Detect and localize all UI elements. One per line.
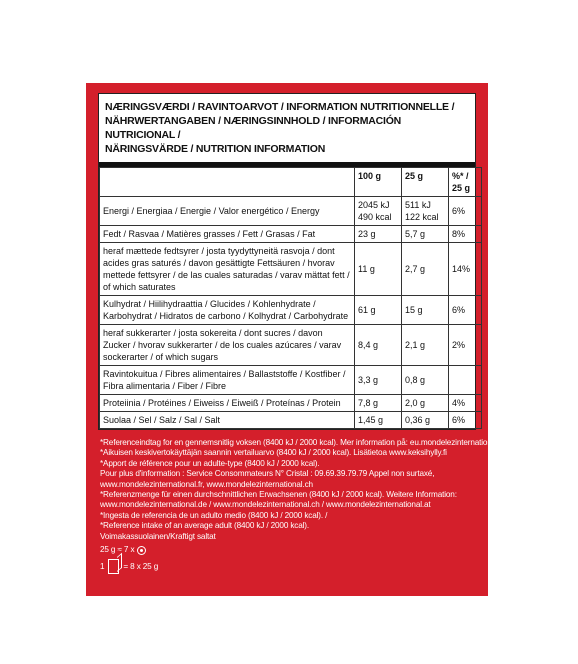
pack-info: [100, 559, 476, 574]
footnote-line: *Referenzmenge für einen durchschnittlichen Erwachsenen (8400 kJ / 2000 kcal). Weitere Information:: [100, 490, 457, 500]
title-line: NÄHRWERTANGABEN / NÆRINGSINNHOLD / INFORMACIÓN NUTRICIONAL /: [105, 115, 402, 141]
portion-info: [100, 545, 476, 555]
footnote-line: www.mondelezinternational.fr, www.mondelezinternational.ch: [100, 479, 313, 489]
value-25g: 511 kJ 122 kcal: [402, 197, 449, 226]
nutrition-title: [99, 94, 475, 167]
value-100g: 8,4 g: [355, 325, 402, 366]
value-percent: 4%: [449, 395, 482, 412]
pack-count: 1: [100, 561, 105, 571]
table-row-energy: [100, 197, 482, 226]
portion-text: 25 g ≈ 7 x: [100, 545, 135, 555]
row-label: Proteiinia / Protéines / Eiweiss / Eiweiß / Proteínas / Protein: [100, 395, 355, 412]
table-row-protein: [100, 395, 482, 412]
header-percent: %* / 25 g: [449, 168, 482, 197]
value-percent: 6%: [449, 197, 482, 226]
value-25g: 15 g: [402, 296, 449, 325]
value-100g: 23 g: [355, 226, 402, 243]
nutrition-panel: [86, 83, 515, 596]
footnote-line: Pour plus d'information : Service Consommateurs N° Cristal : 09.69.39.79.79 Appel non surtaxé,: [100, 469, 435, 479]
footnote-line: *Reference intake of an average adult (8400 kJ / 2000 kcal).: [100, 521, 310, 531]
row-label: Fedt / Rasvaa / Matières grasses / Fett / Grasas / Fat: [100, 226, 355, 243]
value-percent: 6%: [449, 412, 482, 429]
value-percent: [449, 366, 482, 395]
value-100g: 61 g: [355, 296, 402, 325]
header-100g: 100 g: [355, 168, 402, 197]
value-100g: 2045 kJ 490 kcal: [355, 197, 402, 226]
table-row-fibre: [100, 366, 482, 395]
row-label: Energi / Energiaa / Energie / Valor energético / Energy: [100, 197, 355, 226]
table-row-salt: [100, 412, 482, 429]
header-25g: 25 g: [402, 168, 449, 197]
value-25g: 2,7 g: [402, 243, 449, 296]
value-25g: 0,36 g: [402, 412, 449, 429]
value-100g: 7,8 g: [355, 395, 402, 412]
value-percent: 2%: [449, 325, 482, 366]
footnote-line: www.mondelezinternational.de / www.mondelezinternational.ch / www.mondelezinternational.at: [100, 500, 431, 510]
table-row-saturates: [100, 243, 482, 296]
nutrition-table-box: [98, 93, 476, 430]
row-label: Kulhydrat / Hiilihydraattia / Glucides / Kohlenhydrate / Karbohydrat / Hidratos de carbono / Kolhydrat / Carbohydrate: [100, 296, 355, 325]
title-line: NÆRINGSVÆRDI / RAVINTOARVOT / INFORMATION NUTRITIONNELLE /: [105, 101, 455, 113]
row-label: Ravintokuitua / Fibres alimentaires / Ballaststoffe / Kostfiber / Fibra alimentaria / Fiber / Fibre: [100, 366, 355, 395]
package-icon: [108, 559, 119, 574]
footnote-line: *Ingesta de referencia de un adulto medio (8400 kJ / 2000 kcal). /: [100, 510, 328, 520]
value-25g: 0,8 g: [402, 366, 449, 395]
table-row-fat: [100, 226, 482, 243]
footnote-line: *Aikuisen keskivertokäyttäjän saannin vertailuarvo (8400 kJ / 2000 kcal). Lisätietoa www.keksihylly.fi: [100, 448, 447, 458]
row-label: heraf sukkerarter / josta sokereita / dont sucres / davon Zucker / hvorav sukkerarter / de los cuales azúcares / varav sockerarter / of which sugars: [100, 325, 355, 366]
table-row-carbohydrate: [100, 296, 482, 325]
cookie-icon: [137, 546, 146, 555]
pack-text: = 8 x 25 g: [123, 561, 159, 571]
title-line: NÄRINGSVÄRDE / NUTRITION INFORMATION: [105, 143, 326, 155]
header-blank: [100, 168, 355, 197]
table-header-row: [100, 168, 482, 197]
table-row-sugars: [100, 325, 482, 366]
value-25g: 5,7 g: [402, 226, 449, 243]
value-25g: 2,0 g: [402, 395, 449, 412]
nutrition-table: [99, 167, 482, 429]
footnote-line: *Referenceindtag for en gennemsnitlig voksen (8400 kJ / 2000 kcal). Mer information på: eu.mondelezinternational.com: [100, 438, 515, 447]
row-label: Suolaa / Sel / Salz / Sal / Salt: [100, 412, 355, 429]
value-100g: 11 g: [355, 243, 402, 296]
value-25g: 2,1 g: [402, 325, 449, 366]
row-label: heraf mættede fedtsyrer / josta tyydyttyneitä rasvoja / dont acides gras saturés / davon gesättigte Fettsäuren / hvorav mettede fettsyrer / de las cuales saturadas / varav mättat fett / of which saturates: [100, 243, 355, 296]
footnotes: [98, 438, 515, 574]
footnote-line: Voimakassuolainen/Kraftigt saltat: [100, 531, 216, 541]
value-percent: 6%: [449, 296, 482, 325]
value-percent: 14%: [449, 243, 482, 296]
value-100g: 1,45 g: [355, 412, 402, 429]
value-100g: 3,3 g: [355, 366, 402, 395]
footnote-line: *Apport de référence pour un adulte-type (8400 kJ / 2000 kcal).: [100, 458, 320, 468]
value-percent: 8%: [449, 226, 482, 243]
